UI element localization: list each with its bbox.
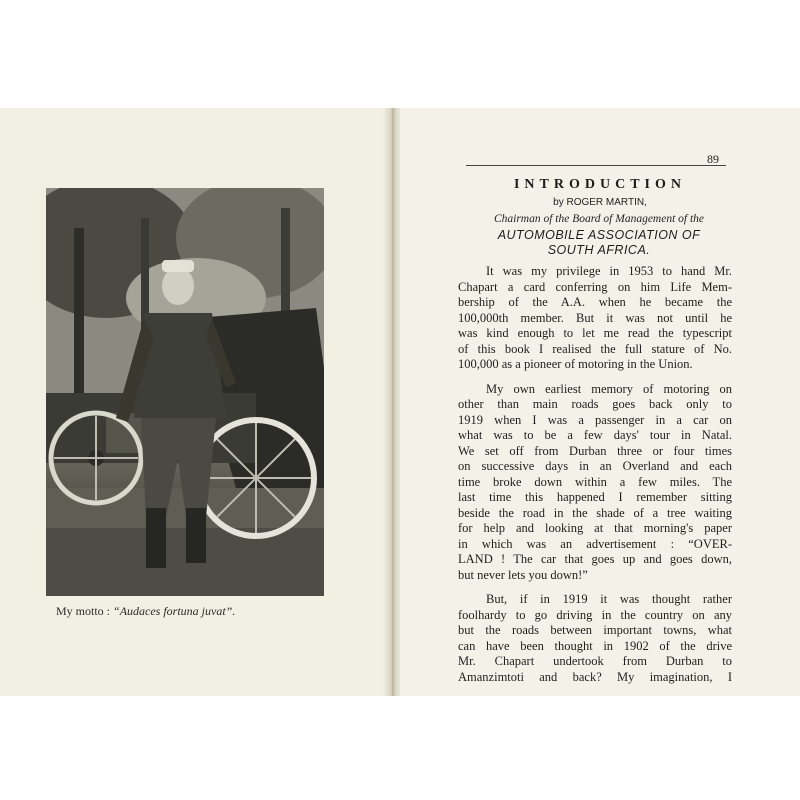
photograph-icon	[46, 188, 324, 596]
text-line: We set off from Durban three or four times	[458, 443, 732, 458]
text-line: last time this happened I remember sitting	[458, 490, 732, 504]
byline: by ROGER MARTIN,	[553, 197, 647, 208]
text-line: Mr. Chapart undertook from Durban to	[458, 654, 732, 668]
organisation-line-2: SOUTH AFRICA.	[547, 243, 651, 257]
vintage-car-photograph	[46, 188, 324, 596]
text-line: of this book I realised the full stature of No.	[458, 341, 732, 356]
text-line: was kind enough to let me read the typescript	[458, 326, 732, 340]
paragraph-2	[458, 382, 732, 584]
caption-prefix: My motto :	[56, 604, 111, 618]
left-page	[0, 108, 396, 696]
text-line: but never lets you down!”	[458, 567, 588, 582]
text-line: 100,000th member. But it was not until he	[458, 310, 732, 325]
text-line: 1919 when I was a passenger in a car on	[458, 412, 732, 427]
paragraph-1	[458, 264, 732, 373]
text-line: but the roads between important towns, what	[458, 623, 732, 637]
text-line: time broke down within a few miles. The	[458, 474, 732, 489]
text-line: foolhardy to go driving in the country on any	[458, 607, 732, 622]
text-line: beside the road in the shade of a tree waiting	[458, 505, 732, 520]
text-line: what was to be a few days' tour in Natal.	[458, 428, 732, 442]
text-line: It was my privilege in 1953 to hand Mr.	[486, 264, 732, 278]
organisation-line-1: AUTOMOBILE ASSOCIATION OF	[497, 228, 701, 242]
text-line: other than main roads goes back only to	[458, 397, 732, 411]
body-text	[458, 264, 732, 685]
text-line: Amanzimtoti and back? My imagination, I	[458, 669, 732, 684]
paragraph-3	[458, 592, 732, 685]
header-rule	[466, 165, 726, 166]
text-line: in which was an advertisement : “OVER-	[458, 536, 732, 551]
text-line: for help and looking at that morning's paper	[458, 521, 732, 535]
text-line: LAND ! The car that goes up and goes down,	[458, 552, 732, 566]
page-number: 89	[707, 152, 719, 166]
text-line: Chapart a card conferring on him Life Mem-	[458, 279, 732, 294]
text-line: can have been thought in 1902 of the drive	[458, 638, 732, 653]
chapter-title: INTRODUCTION	[513, 177, 686, 192]
caption-motto: “Audaces fortuna juvat”.	[113, 604, 236, 618]
photo-caption	[56, 604, 376, 619]
text-line: But, if in 1919 it was thought rather	[486, 592, 732, 606]
text-line: bership of the A.A. when he became the	[458, 295, 732, 309]
chairman-line: Chairman of the Board of Management of the	[493, 213, 705, 225]
text-line: 100,000 as a pioneer of motoring in the Union.	[458, 357, 693, 371]
text-line: on successive days in an Overland and each	[458, 459, 732, 473]
text-line: My own earliest memory of motoring on	[486, 381, 732, 396]
